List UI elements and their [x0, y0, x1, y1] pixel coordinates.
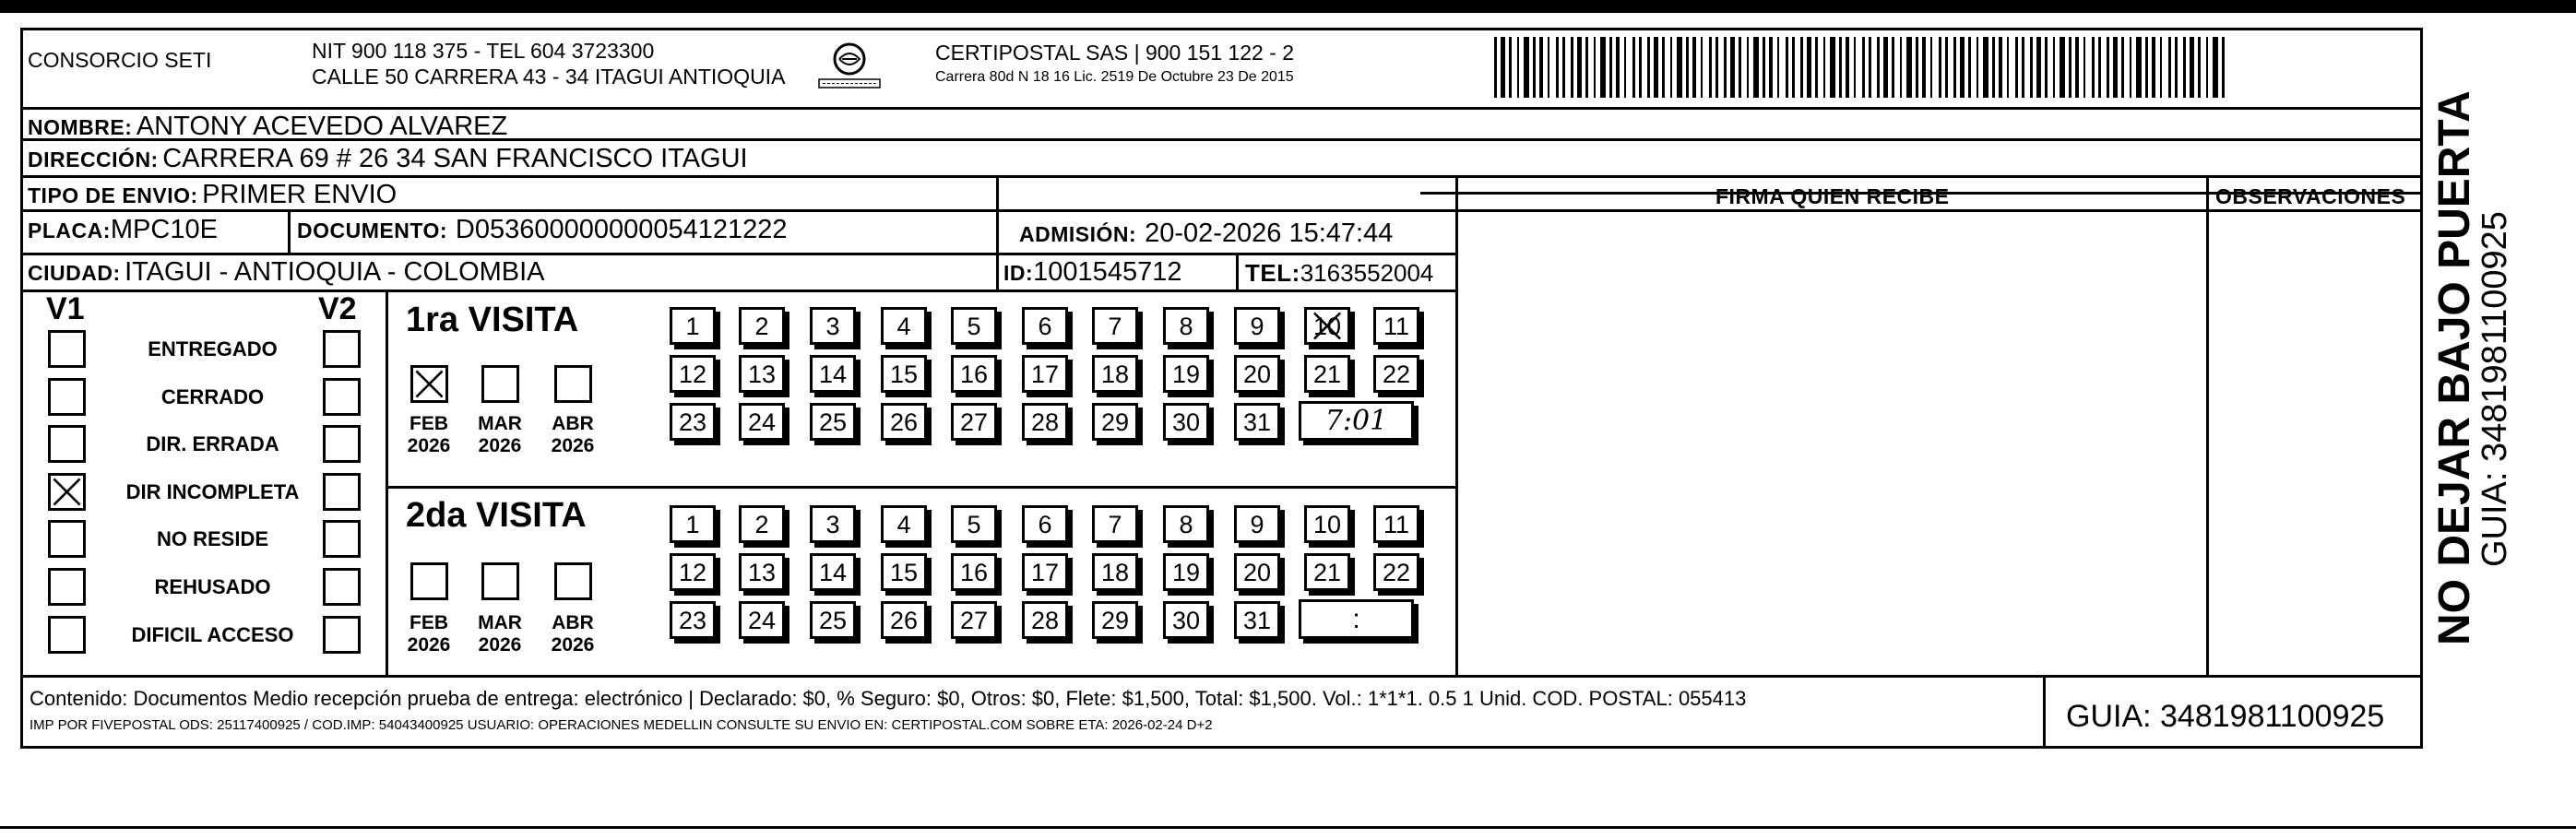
month-label — [542, 612, 603, 656]
v1-checkbox[interactable] — [48, 330, 86, 368]
day-box[interactable]: 26 — [881, 601, 927, 639]
v2-checkbox[interactable] — [323, 425, 361, 463]
footer-print-line: IMP POR FIVEPOSTAL ODS: 25117400925 / COD.IMP: 54043400925 USUARIO: OPERACIONES MEDELLIN CONSULTE SU ENVIO EN: CERTIPOSTAL.COM SOBRE ETA: 2026-02-24 D+2 — [30, 717, 1213, 733]
day-box[interactable]: 18 — [1092, 553, 1138, 591]
id-label: ID: — [1003, 261, 1034, 285]
day-box[interactable]: 19 — [1163, 355, 1209, 393]
firma-label: FIRMA QUIEN RECIBE — [1715, 184, 1950, 208]
day-box[interactable]: 3 — [810, 505, 856, 543]
documento-value: D053600000000054121222 — [455, 215, 788, 244]
bottom-edge — [0, 826, 2576, 829]
day-box[interactable]: 12 — [670, 355, 716, 393]
month-year: 2026 — [551, 435, 595, 456]
top-border — [0, 0, 2576, 13]
v1-checkbox[interactable] — [48, 520, 86, 558]
day-box[interactable]: 1 — [670, 307, 716, 345]
tel-value: 3163552004 — [1300, 259, 1434, 287]
admision-value: 20-02-2026 15:47:44 — [1145, 219, 1394, 248]
day-box[interactable]: 8 — [1163, 505, 1209, 543]
day-box[interactable]: 2 — [739, 307, 785, 345]
day-box[interactable]: 9 — [1234, 307, 1280, 345]
month-checkbox[interactable] — [410, 365, 448, 403]
day-box[interactable]: 9 — [1234, 505, 1280, 543]
day-box[interactable]: 29 — [1092, 601, 1138, 639]
month-checkbox[interactable] — [481, 562, 519, 600]
month-name: FEB — [410, 413, 448, 434]
day-box[interactable]: 13 — [739, 355, 785, 393]
day-box[interactable]: 3 — [810, 307, 856, 345]
v2-checkbox[interactable] — [323, 616, 361, 654]
day-box[interactable]: 7 — [1092, 307, 1138, 345]
status-label: CERRADO — [160, 385, 265, 408]
documento-label: DOCUMENTO: — [297, 219, 448, 242]
v2-checkbox[interactable] — [323, 473, 361, 511]
day-box[interactable]: 10 — [1304, 505, 1350, 543]
day-box[interactable]: 5 — [951, 505, 997, 543]
day-box[interactable]: 15 — [881, 355, 927, 393]
time-box[interactable]: 7:01 — [1299, 401, 1414, 441]
v2-checkbox[interactable] — [323, 378, 361, 416]
month-year: 2026 — [407, 435, 451, 456]
day-box[interactable]: 31 — [1234, 403, 1280, 441]
month-name: MAR — [478, 612, 522, 633]
day-box[interactable]: 25 — [810, 601, 856, 639]
v2-checkbox[interactable] — [323, 330, 361, 368]
month-checkbox[interactable] — [554, 562, 592, 600]
day-box[interactable]: 20 — [1234, 553, 1280, 591]
day-box[interactable]: 4 — [881, 307, 927, 345]
recipient-address: CARRERA 69 # 26 34 SAN FRANCISCO ITAGUI — [162, 144, 748, 173]
day-box[interactable]: 30 — [1163, 403, 1209, 441]
month-name: MAR — [478, 413, 522, 434]
day-box[interactable]: 15 — [881, 553, 927, 591]
day-box[interactable]: 14 — [810, 355, 856, 393]
certipostal-license: Carrera 80d N 18 16 Lic. 2519 De Octubre 23 De 2015 — [935, 69, 1294, 85]
day-box[interactable]: 17 — [1022, 355, 1068, 393]
footer-content-line: Contenido: Documentos Medio recepción prueba de entrega: electrónico | Declarado: $0, % Seguro: $0, Otros: $0, Flete: $1,500, Total: $1,500. Vol.: 1*1*1. 0.5 1 Unid. COD. POSTAL: 055413 — [30, 687, 1747, 710]
day-box[interactable]: 17 — [1022, 553, 1068, 591]
v1-checkbox[interactable] — [48, 473, 86, 511]
second-visit-title: 2da VISITA — [406, 496, 587, 535]
month-year: 2026 — [407, 634, 451, 656]
first-visit-title: 1ra VISITA — [406, 301, 579, 339]
day-box[interactable]: 23 — [670, 601, 716, 639]
tel-label: TEL: — [1245, 259, 1300, 287]
day-box[interactable]: 27 — [951, 403, 997, 441]
observaciones-label: OBSERVACIONES — [2215, 184, 2406, 208]
address-line: CALLE 50 CARRERA 43 - 34 ITAGUI ANTIOQUIA — [312, 65, 786, 89]
v1-checkbox[interactable] — [48, 425, 86, 463]
v1-checkbox[interactable] — [48, 568, 86, 606]
day-box[interactable]: 30 — [1163, 601, 1209, 639]
day-box[interactable]: 12 — [670, 553, 716, 591]
day-box[interactable]: 6 — [1022, 307, 1068, 345]
day-box[interactable]: 4 — [881, 505, 927, 543]
day-box[interactable]: 24 — [739, 601, 785, 639]
status-label: ENTREGADO — [148, 337, 278, 360]
v2-checkbox[interactable] — [323, 568, 361, 606]
status-label: DIR INCOMPLETA — [125, 480, 300, 503]
side-guia: GUIA: 3481981100925 — [2475, 211, 2514, 567]
id-value: 1001545712 — [1033, 257, 1182, 287]
day-box[interactable]: 10 — [1304, 307, 1350, 345]
day-box[interactable]: 16 — [951, 355, 997, 393]
day-box[interactable]: 8 — [1163, 307, 1209, 345]
direccion-label: DIRECCIÓN: — [28, 148, 159, 171]
day-box[interactable]: 1 — [670, 505, 716, 543]
day-box[interactable]: 22 — [1373, 355, 1419, 393]
side-notice — [2416, 90, 2514, 645]
recipient-name: ANTONY ACEVEDO ALVAREZ — [136, 112, 508, 141]
certipostal-line: CERTIPOSTAL SAS | 900 151 122 - 2 — [935, 41, 1295, 65]
day-box[interactable]: 25 — [810, 403, 856, 441]
status-label: DIFICIL ACCESO — [131, 623, 294, 646]
day-box[interactable]: 11 — [1373, 505, 1419, 543]
time-box[interactable]: : — [1299, 599, 1414, 639]
day-box[interactable]: 22 — [1373, 553, 1419, 591]
day-box[interactable]: 19 — [1163, 553, 1209, 591]
day-box[interactable]: 21 — [1304, 553, 1350, 591]
day-box[interactable]: 26 — [881, 403, 927, 441]
month-label — [469, 413, 530, 457]
month-label — [469, 612, 530, 656]
day-box[interactable]: 14 — [810, 553, 856, 591]
day-box[interactable]: 21 — [1304, 355, 1350, 393]
month-name: ABR — [552, 413, 594, 434]
v2-label: V2 — [318, 291, 357, 326]
placa-value: MPC10E — [110, 215, 218, 244]
admision-label: ADMISIÓN: — [1019, 222, 1137, 246]
month-label — [398, 612, 459, 656]
day-box[interactable]: 31 — [1234, 601, 1280, 639]
day-box[interactable]: 18 — [1092, 355, 1138, 393]
v1-label: V1 — [46, 291, 85, 326]
day-box[interactable]: 24 — [739, 403, 785, 441]
month-year: 2026 — [478, 634, 522, 656]
v1-checkbox[interactable] — [48, 378, 86, 416]
tipo-envio-value: PRIMER ENVIO — [202, 180, 398, 209]
day-box[interactable]: 16 — [951, 553, 997, 591]
month-name: ABR — [552, 612, 594, 633]
day-box[interactable]: 5 — [951, 307, 997, 345]
side-no-dejar: NO DEJAR BAJO PUERTA — [2430, 90, 2479, 645]
month-year: 2026 — [551, 634, 595, 656]
nombre-label: NOMBRE: — [28, 115, 133, 139]
month-checkbox[interactable] — [410, 562, 448, 600]
v2-checkbox[interactable] — [323, 520, 361, 558]
nit-line: NIT 900 118 375 - TEL 604 3723300 — [312, 39, 655, 63]
day-box[interactable]: 28 — [1022, 403, 1068, 441]
day-box[interactable]: 7 — [1092, 505, 1138, 543]
month-label — [542, 413, 603, 457]
status-label: DIR. ERRADA — [146, 432, 279, 455]
day-box[interactable]: 2 — [739, 505, 785, 543]
status-label: NO RESIDE — [156, 527, 269, 550]
ciudad-value: ITAGUI - ANTIOQUIA - COLOMBIA — [125, 257, 545, 287]
v1-checkbox[interactable] — [48, 616, 86, 654]
day-box[interactable]: 13 — [739, 553, 785, 591]
month-label — [398, 413, 459, 457]
footer-guia: GUIA: 3481981100925 — [2066, 699, 2385, 734]
company-name: CONSORCIO SETI — [28, 48, 212, 72]
day-box[interactable]: 27 — [951, 601, 997, 639]
day-box[interactable]: 6 — [1022, 505, 1068, 543]
month-checkbox[interactable] — [481, 365, 519, 403]
day-box[interactable]: 29 — [1092, 403, 1138, 441]
day-box[interactable]: 11 — [1373, 307, 1419, 345]
month-year: 2026 — [478, 435, 522, 456]
ciudad-label: CIUDAD: — [28, 261, 121, 285]
day-box[interactable]: 28 — [1022, 601, 1068, 639]
status-label: REHUSADO — [154, 575, 271, 598]
month-name: FEB — [410, 612, 448, 633]
tipo-envio-label: TIPO DE ENVIO: — [28, 183, 198, 207]
placa-label: PLACA: — [28, 219, 111, 242]
day-box[interactable]: 20 — [1234, 355, 1280, 393]
day-box[interactable]: 23 — [670, 403, 716, 441]
month-checkbox[interactable] — [554, 365, 592, 403]
